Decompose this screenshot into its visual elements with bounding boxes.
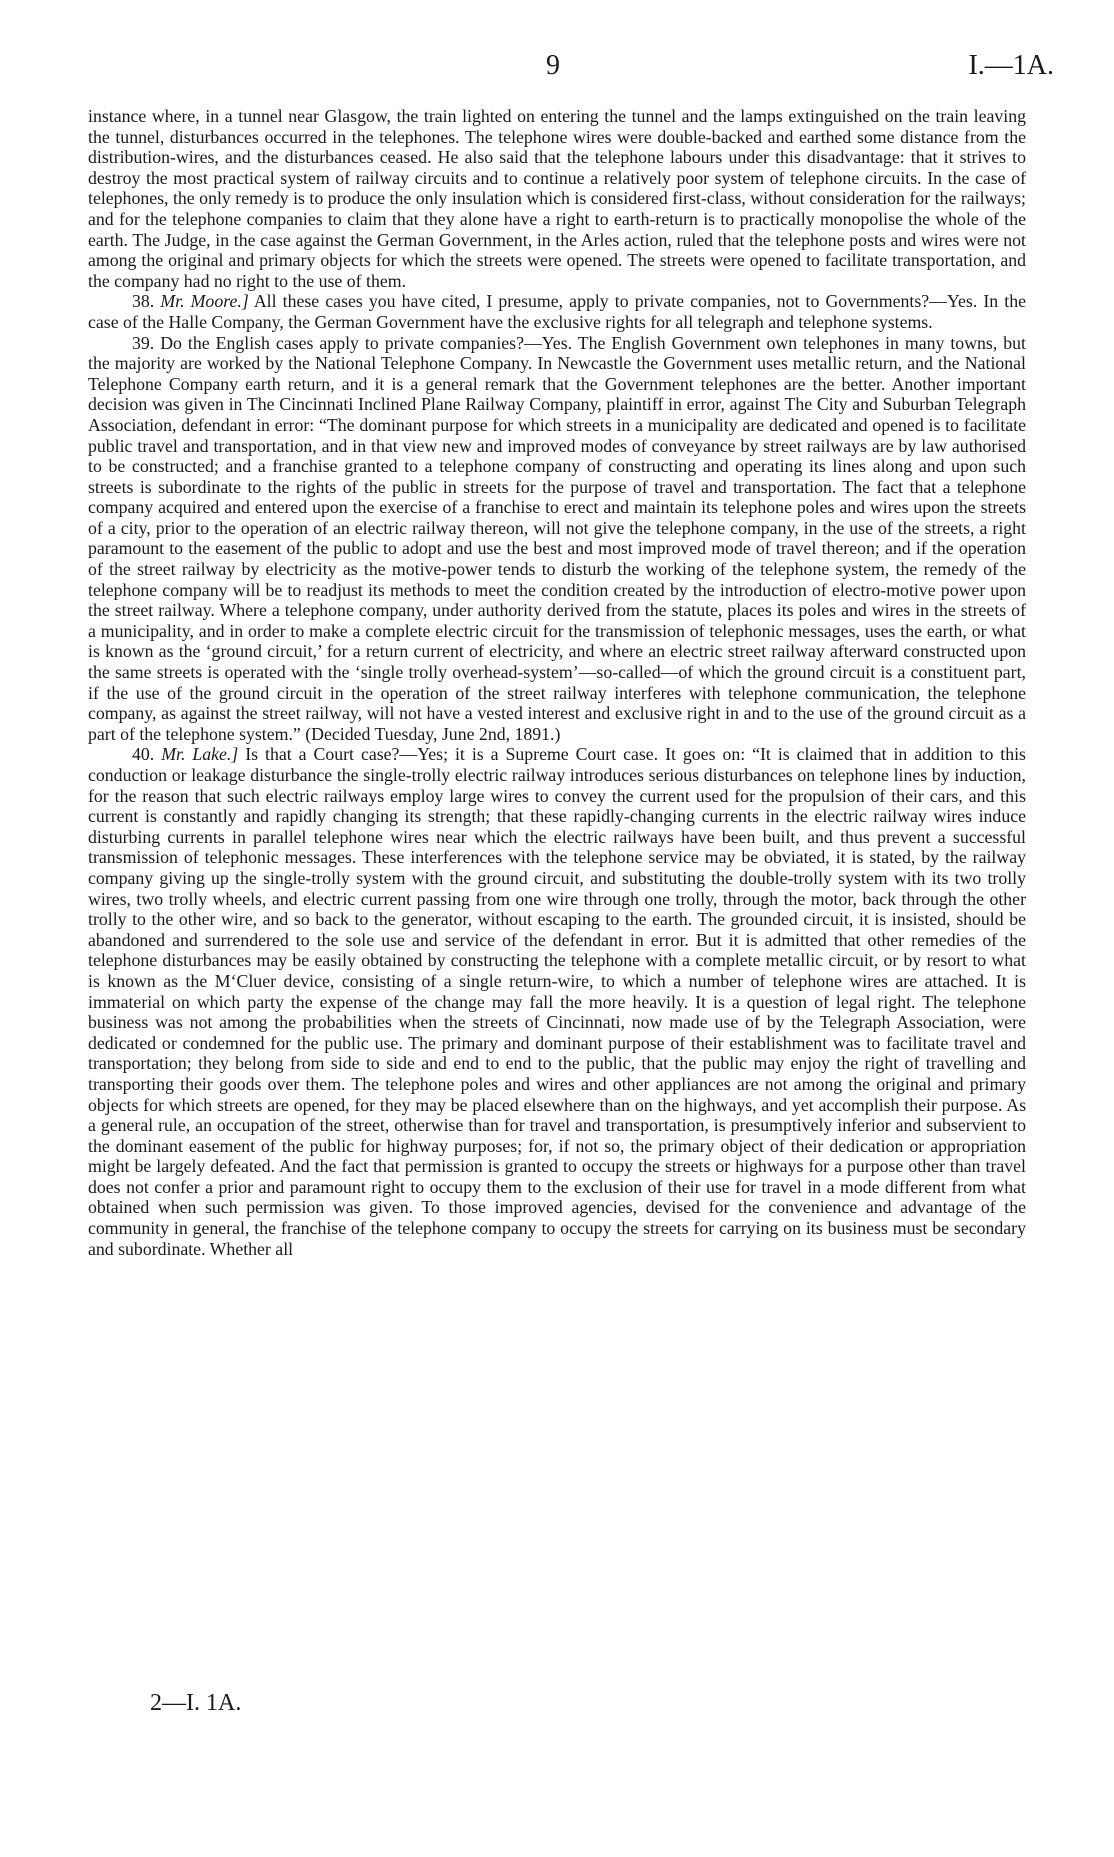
document-reference: I.—1A. (968, 50, 1054, 81)
signature-mark: 2—I. 1A. (150, 1690, 242, 1716)
question-number: 40. (132, 744, 155, 765)
paragraph-38 (88, 291, 1026, 332)
question-number: 39. (132, 332, 155, 353)
paragraph-text: Is that a Court case?—Yes; it is a Supreme Court case. It goes on: “It is claimed that in addition to this conduction or leakage disturbance the single-trolly electric railway introduces serious disturbances on telephone lines by induction, for the reason that such electric railways employ large wires to convey the current used for the propulsion of their cars, and this current is constantly and rapidly changing its strength; that these rapidly-changing currents in the electric railway wires induce disturbing currents in parallel telephone wires near which the electric railways have been built, and thus prevent a successful transmission of telephonic messages. These interferences with the telephone service may be obviated, it is stated, by the railway company giving up the single-trolly system with the ground circuit, and substituting the double-trolly system with its two trolly wires, two trolly wheels, and electric current passing from one wire through one trolly, through the motor, back through the other trolly to the other wire, and so back to the generator, without escaping to the earth. The grounded circuit, it is insisted, should be abandoned and surrendered to the sole use and service of the defendant in error. But it is admitted that other remedies of the telephone disturbances may be easily obtained by constructing the telephone with a complete metallic circuit, or by resort to what is known as the M‘Cluer device, consisting of a single return-wire, to which a number of telephone wires are attached. It is immaterial on which party the expense of the change may fall the more heavily. It is a question of legal right. The telephone business was not among the probabilities when the streets of Cincinnati, now made use of by the Telegraph Association, were dedicated or condemned for the public use. The primary and dominant purpose of their establishment was to facilitate travel and transportation; they belong from side to side and end to end to the public, that the public may enjoy the right of travelling and transporting their goods over them. The telephone poles and wires and other appliances are not among the original and primary objects for which streets are opened, for they may be placed elsewhere than on the highways, and yet accomplish their purpose. As a general rule, an occupation of the street, otherwise than for travel and transportation, is presumptively inferior and subservient to the dominant easement of the public for highway purposes; for, if not so, the primary object of their dedication or appropriation might be largely defeated. And the fact that permission is granted to occupy the streets or highways for a purpose other than travel does not confer a prior and paramount right to occupy them to the exclusion of their use for travel in a mode different from what obtained when such permission was given. To those improved agencies, devised for the convenience and advantage of the community in general, the franchise of the telephone company to occupy the streets for carrying on its business must be secondary and subordinate. Whether all (88, 744, 1026, 1259)
body-text (88, 106, 1026, 1259)
speaker-name: Mr. Moore.] (160, 291, 249, 312)
paragraph-text: Do the English cases apply to private companies?—Yes. The English Government own telephones in many towns, but the majority are worked by the National Telephone Company. In Newcastle the Government uses metallic return, and the National Telephone Company earth return, and it is a general remark that the Government telephones are the better. Another important decision was given in The Cincinnati Inclined Plane Railway Company, plaintiff in error, against The City and Suburban Telegraph Association, defendant in error: “The dominant purpose for which streets in a municipality are dedicated and opened is to facilitate public travel and transportation, and in that view new and improved modes of conveyance by street railways are by law authorised to be constructed; and a franchise granted to a telephone company of constructing and operating its lines along and upon such streets is subordinate to the rights of the public in streets for the purpose of travel and transportation. The fact that a telephone company acquired and entered upon the exercise of a franchise to erect and maintain its telephone poles and wires upon the streets of a city, prior to the operation of an electric railway thereon, will not give the telephone company, in the use of the streets, a right paramount to the easement of the public to adopt and use the best and most improved mode of travel thereon; and if the operation of the street railway by electricity as the motive-power tends to disturb the working of the telephone system, the remedy of the telephone company will be to readjust its methods to meet the condition created by the introduction of electro-motive power upon the street railway. Where a telephone company, under authority derived from the statute, places its poles and wires in the streets of a municipality, and in order to make a complete electric circuit for the transmission of telephonic messages, uses the earth, or what is known as the ‘ground circuit,’ for a return current of electricity, and where an electric street railway afterward constructed upon the same streets is operated with the ‘single trolly overhead-system’—so-called—of which the ground circuit is a constituent part, if the use of the ground circuit in the operation of the street railway interferes with telephone communication, the telephone company, as against the street railway, will not have a vested interest and exclusive right in and to the use of the ground circuit as a part of the telephone system.” (Decided Tuesday, June 2nd, 1891.) (88, 332, 1026, 744)
question-number: 38. (132, 291, 155, 312)
paragraph-text: instance where, in a tunnel near Glasgow, the train lighted on entering the tunnel and the lamps extinguished on the train leaving the tunnel, disturbances occurred in the telephones. The telephone wires were double-backed and earthed some distance from the distribution-wires, and the disturbances ceased. He also said that the telephone labours under this disadvantage: that it strives to destroy the most practical system of railway circuits and to continue a relatively poor system of telephone circuits. In the case of telephones, the only remedy is to produce the only insulation which is considered first-class, without consideration for the railways; and for the telephone companies to claim that they alone have a right to earth-return is to practically monopolise the whole of the earth. The Judge, in the case against the German Government, in the Arles action, ruled that the telephone posts and wires were not among the original and primary objects for which the streets were opened. The streets were opened to facilitate transportation, and the company had no right to the use of them. (88, 106, 1026, 291)
page-number: 9 (546, 50, 560, 81)
speaker-name: Mr. Lake.] (161, 744, 239, 765)
paragraph-text: All these cases you have cited, I presume, apply to private companies, not to Governments?—Yes. In the case of the Halle Company, the German Government have the exclusive rights for all telegraph and telephone systems. (88, 291, 1026, 332)
paragraph-39 (88, 333, 1026, 745)
paragraph-40 (88, 744, 1026, 1259)
paragraph-continuation (88, 106, 1026, 291)
